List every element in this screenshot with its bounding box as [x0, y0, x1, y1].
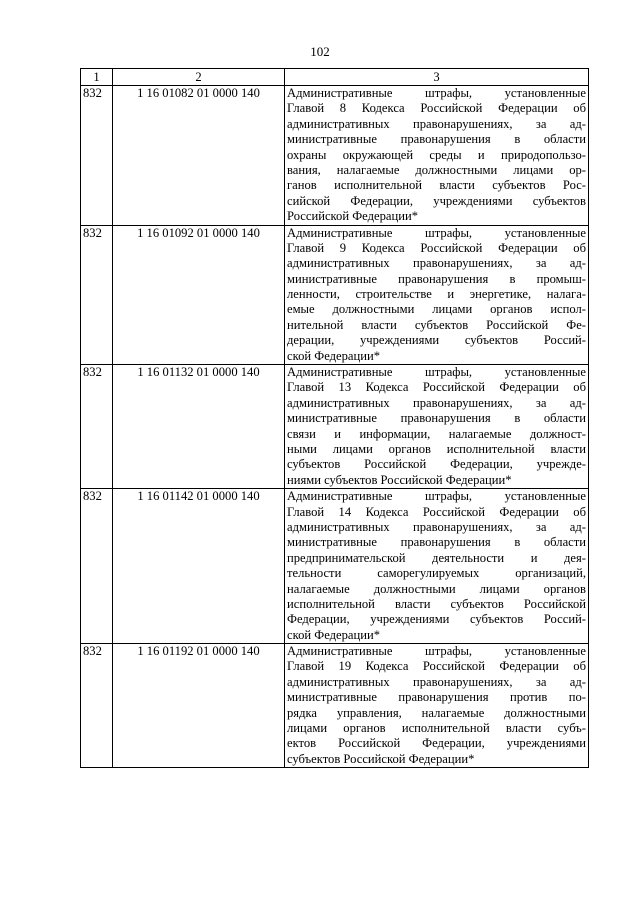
header-row — [81, 69, 589, 86]
revenue-name-line: сийской Федерации, учреждениями субъектов — [287, 193, 586, 208]
revenue-name-line: предпринимательской деятельности и дея- — [287, 550, 586, 565]
revenue-name-line: административных правонарушениях, за ад- — [287, 674, 586, 689]
revenue-name-line: связи и информации, налагаемые должност- — [287, 426, 586, 441]
table-row — [81, 489, 589, 644]
revenue-name-line: Главой 14 Кодекса Российской Федерации об — [287, 504, 586, 519]
revenue-name-cell — [285, 644, 589, 768]
revenue-name-line: министративные правонарушения в области — [287, 535, 586, 550]
revenue-name-line: министративные правонарушения в промыш- — [287, 271, 586, 286]
page-number: 102 — [310, 44, 330, 59]
revenue-name-line: ектов Российской Федерации, учреждениями — [287, 736, 586, 751]
revenue-name-line: административных правонарушениях, за ад- — [287, 256, 586, 271]
revenue-name-line: Главой 9 Кодекса Российской Федерации об — [287, 240, 586, 255]
revenue-name-line: дерации, учреждениями субъектов Россий- — [287, 333, 586, 348]
header-col-2: 2 — [113, 69, 285, 86]
table-header — [81, 69, 589, 86]
revenue-name-line: налагаемые должностными лицами органов — [287, 581, 586, 596]
table-row — [81, 365, 589, 489]
revenue-name-line: емые должностными лицами органов испол- — [287, 302, 586, 317]
header-col-3: 3 — [285, 69, 589, 86]
revenue-name-line: ленности, строительстве и энергетике, налага- — [287, 287, 586, 302]
revenue-name-line: Административные штрафы, установленные — [287, 644, 586, 659]
table-row — [81, 86, 589, 226]
revenue-name-cell — [285, 365, 589, 489]
revenue-name-line: Административные штрафы, установленные — [287, 489, 586, 504]
budget-codes-table — [80, 68, 589, 768]
revenue-name-line: ской Федерации* — [287, 627, 381, 642]
budget-classification-code-cell: 1 16 01142 01 0000 140 — [113, 489, 285, 644]
revenue-name-line: нительной власти субъектов Российской Фе- — [287, 317, 586, 332]
budget-classification-code-cell: 1 16 01082 01 0000 140 — [113, 86, 285, 226]
revenue-name-line: Главой 13 Кодекса Российской Федерации об — [287, 380, 586, 395]
revenue-name-line: министративные правонарушения против по- — [287, 690, 586, 705]
revenue-name-line: рядка управления, налагаемые должностными — [287, 705, 586, 720]
revenue-name-line: охраны окружающей среды и природопользо- — [287, 147, 586, 162]
table-row — [81, 225, 589, 365]
revenue-name-line: министративные правонарушения в области — [287, 411, 586, 426]
revenue-name-line: Административные штрафы, установленные — [287, 365, 586, 380]
revenue-name-line: Главой 8 Кодекса Российской Федерации об — [287, 101, 586, 116]
revenue-name-line: административных правонарушениях, за ад- — [287, 519, 586, 534]
revenue-name-line: Федерации, учреждениями субъектов Россий- — [287, 612, 586, 627]
revenue-name-cell — [285, 86, 589, 226]
revenue-name-line: вания, налагаемые должностными лицами ор- — [287, 162, 586, 177]
revenue-name-line: исполнительной власти субъектов Российской — [287, 596, 586, 611]
revenue-name-line: Главой 19 Кодекса Российской Федерации об — [287, 659, 586, 674]
revenue-name-line: ными лицами органов исполнительной власти — [287, 441, 586, 456]
revenue-name-line: субъектов Российской Федерации* — [287, 751, 475, 766]
table-row — [81, 644, 589, 768]
revenue-name-line: субъектов Российской Федерации, учрежде- — [287, 457, 586, 472]
table-body — [81, 86, 589, 768]
budget-classification-code-cell: 1 16 01132 01 0000 140 — [113, 365, 285, 489]
revenue-name-line: Административные штрафы, установленные — [287, 86, 586, 100]
revenue-name-cell — [285, 489, 589, 644]
revenue-name-line: административных правонарушениях, за ад- — [287, 116, 586, 131]
revenue-name-cell — [285, 225, 589, 365]
revenue-name-line: Российской Федерации* — [287, 209, 418, 224]
revenue-name-line: лицами органов исполнительной власти субъ- — [287, 721, 586, 736]
admin-code-cell: 832 — [81, 644, 113, 768]
revenue-name-line: административных правонарушениях, за ад- — [287, 395, 586, 410]
revenue-name-line: ниями субъектов Российской Федерации* — [287, 472, 512, 487]
revenue-name-line: Административные штрафы, установленные — [287, 225, 586, 240]
admin-code-cell: 832 — [81, 225, 113, 365]
admin-code-cell: 832 — [81, 86, 113, 226]
admin-code-cell: 832 — [81, 489, 113, 644]
revenue-name-line: ганов исполнительной власти субъектов Рос- — [287, 178, 586, 193]
budget-classification-code-cell: 1 16 01092 01 0000 140 — [113, 225, 285, 365]
budget-classification-code-cell: 1 16 01192 01 0000 140 — [113, 644, 285, 768]
revenue-name-line: министративные правонарушения в области — [287, 132, 586, 147]
admin-code-cell: 832 — [81, 365, 113, 489]
revenue-name-line: тельности саморегулируемых организаций, — [287, 566, 586, 581]
revenue-name-line: ской Федерации* — [287, 348, 381, 363]
header-col-1: 1 — [81, 69, 113, 86]
